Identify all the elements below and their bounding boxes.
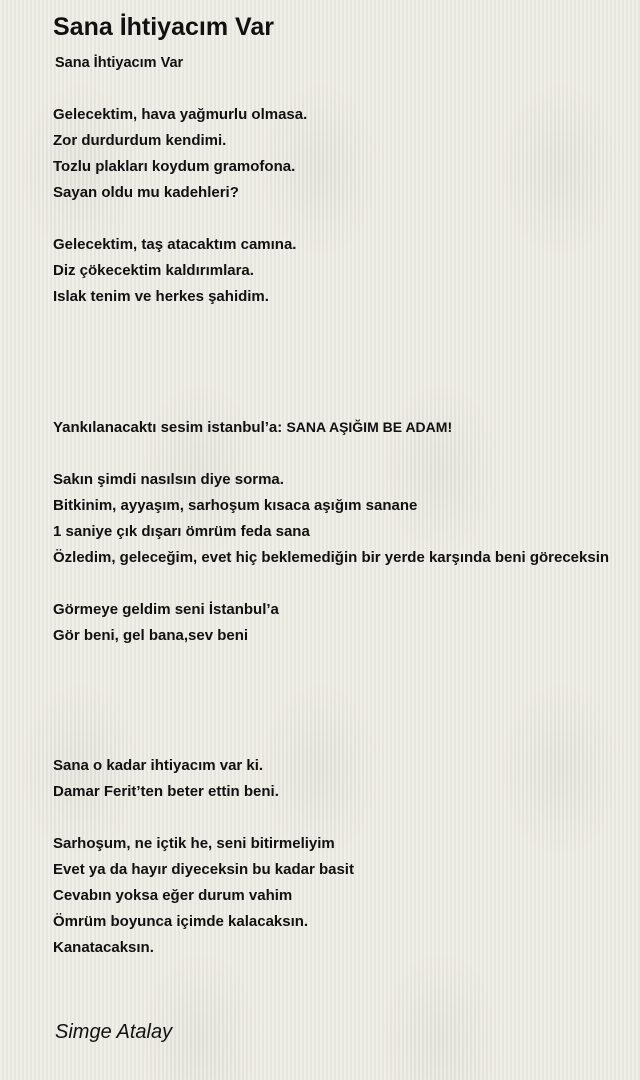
poem-body	[53, 50, 623, 961]
poem-line: Sarhoşum, ne içtik he, seni bitirmeliyim	[53, 835, 335, 852]
stanza-break	[53, 310, 623, 336]
poem-line: Tozlu plakları koydum gramofona.	[53, 158, 296, 175]
poem-line: Sakın şimdi nasılsın diye sorma.	[53, 471, 284, 488]
poem-line: Bitkinim, ayyaşım, sarhoşum kısaca aşığım sanane	[53, 497, 418, 514]
stanza-break	[53, 571, 623, 597]
poem-line-caps: SANA AŞIĞIM BE ADAM!	[286, 419, 453, 435]
poem-subtitle: Sana İhtiyacım Var	[55, 55, 184, 71]
poem-line	[53, 414, 623, 441]
poem-line: Özledim, geleceğim, evet hiç beklemediğin bir yerde karşında beni göreceksin	[53, 549, 610, 566]
page-title: Sana İhtiyacım Var	[53, 13, 274, 41]
poem-line: Zor durdurdum kendimi.	[53, 132, 227, 149]
poem-line: Ömrüm boyunca içimde kalacaksın.	[53, 913, 309, 930]
stanza-break	[53, 649, 623, 675]
stanza-break	[53, 76, 623, 102]
stanza-break	[53, 805, 623, 831]
poem-line: Kanatacaksın.	[53, 939, 154, 956]
poem-line: Cevabın yoksa eğer durum vahim	[53, 887, 293, 904]
poem-author: Simge Atalay	[55, 1021, 173, 1043]
stanza-break	[53, 362, 623, 388]
poem-line: Gör beni, gel bana,sev beni	[53, 627, 249, 644]
stanza-break	[53, 206, 623, 232]
poem-line: Damar Ferit’ten beter ettin beni.	[53, 783, 279, 800]
poem-line: 1 saniye çık dışarı ömrüm feda sana	[53, 523, 310, 540]
poem-line: Diz çökecektim kaldırımlara.	[53, 262, 254, 279]
poem-line: Gelecektim, hava yağmurlu olmasa.	[53, 106, 308, 123]
poem-line: Sayan oldu mu kadehleri?	[53, 184, 239, 201]
stanza-break	[53, 675, 623, 701]
poem-line: Evet ya da hayır diyeceksin bu kadar basit	[53, 861, 354, 878]
poem-line: Sana o kadar ihtiyacım var ki.	[53, 757, 264, 774]
stanza-break	[53, 388, 623, 414]
stanza-break	[53, 441, 623, 467]
poem-line: Islak tenim ve herkes şahidim.	[53, 288, 269, 305]
poem-line: Görmeye geldim seni İstanbul’a	[53, 601, 279, 618]
stanza-break	[53, 701, 623, 727]
stanza-break	[53, 336, 623, 362]
poem-line-prefix: Yankılanacaktı sesim istanbul’a:	[53, 419, 287, 436]
stanza-break	[53, 727, 623, 753]
poem-line: Gelecektim, taş atacaktım camına.	[53, 236, 297, 253]
